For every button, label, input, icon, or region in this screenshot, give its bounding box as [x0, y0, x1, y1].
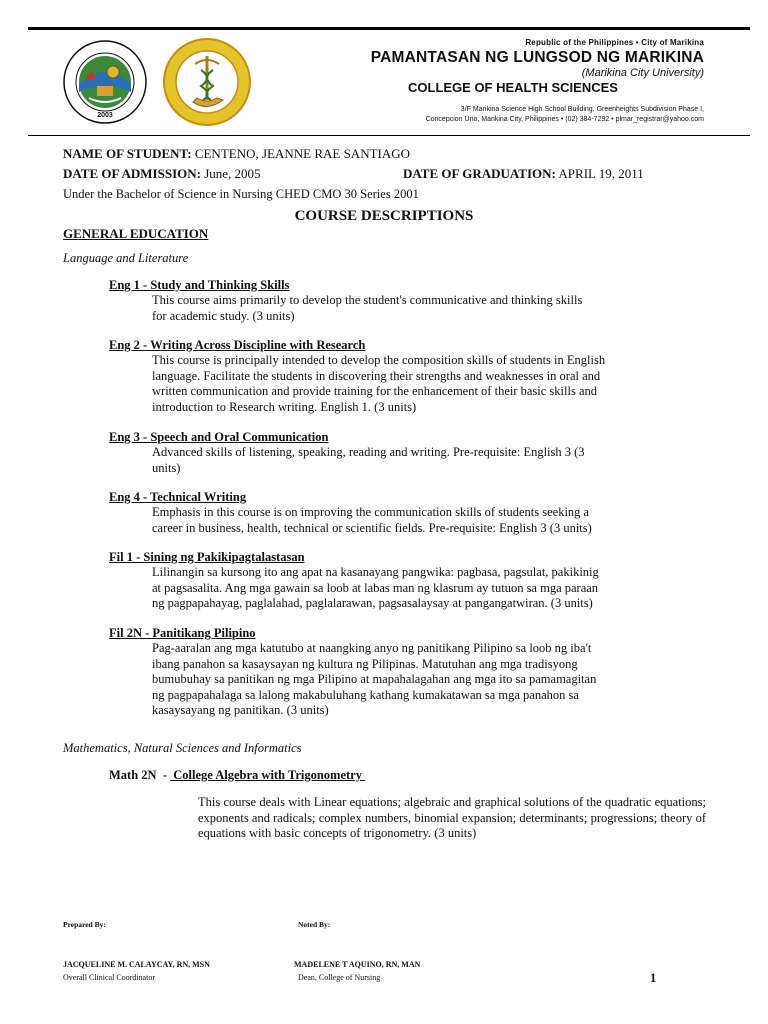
- graduation-label: DATE OF GRADUATION:: [403, 166, 556, 181]
- program-note: Under the Bachelor of Science in Nursing CHED CMO 30 Series 2001: [63, 187, 419, 201]
- prepared-by-label: Prepared By:: [63, 920, 106, 929]
- student-name-value: CENTENO, JEANNE RAE SANTIAGO: [194, 146, 411, 161]
- course-title: Eng 4 - Technical Writing: [109, 490, 247, 504]
- prepared-by-role: Overall Clinical Coordinator: [63, 973, 155, 982]
- prepared-by-name: JACQUELINE M. CALAYCAY, RN, MSN: [63, 960, 210, 969]
- course-title: Eng 2 - Writing Across Discipline with Research: [109, 338, 366, 352]
- math-course-title: College Algebra with Trigonometry: [170, 768, 366, 782]
- course-description: Pag-aaralan ang mga katutubo at naangking anyo ng panitikang Pilipino sa loob ng iba't ibang panahon sa kasaysayan ng kultura ng Pilipinas. Matutuhan ang mga tradisyong bumubuhay sa panitikan ng mga Pilipino at mapahalagahan ang mga ito sa pamamagitan ng pagpapahalaga sa lalong makabuluhang kathang kumakatawan sa mga panahon sa kasaysayang ng panitikan. (3 units): [152, 641, 597, 717]
- course-description: This course aims primarily to develop the student's communicative and thinking skills for academic study. (3 units): [152, 293, 583, 323]
- noted-by-name: MADELENE T AQUINO, RN, MAN: [294, 960, 421, 969]
- header-top-rule: [28, 27, 750, 30]
- course-description: This course is principally intended to develop the composition skills of students in English language. Facilitate the students in discovering their strengths and weaknesses in oral and written communication and provide training for the enhancement of their basic skills and introduction to Research writing. English 1. (3 units): [152, 353, 606, 414]
- course-title: Fil 2N - Panitikang Pilipino: [109, 626, 256, 640]
- subsection-language: Language and Literature: [63, 251, 189, 265]
- math-course-title-row: [109, 768, 365, 783]
- left-seal-year: 2003: [97, 112, 113, 119]
- subsection-math: Mathematics, Natural Sciences and Informatics: [63, 741, 302, 755]
- course-title: Fil 1 - Sining ng Pakikipagtalastasan: [109, 550, 305, 564]
- section-heading: GENERAL EDUCATION: [63, 226, 209, 241]
- page-number: 1: [650, 971, 657, 985]
- address-line-2: Concepcion Uno, Marikina City, Philippines • (02) 384-7292 • plmar_registrar@yahoo.com: [425, 116, 704, 123]
- course-title: Eng 1 - Study and Thinking Skills: [109, 278, 290, 292]
- admission-label: DATE OF ADMISSION:: [63, 166, 201, 181]
- header-bottom-rule: [28, 135, 750, 136]
- republic-line: Republic of the Philippines • City of Marikina: [525, 38, 704, 47]
- student-name-label: NAME OF STUDENT:: [63, 146, 192, 161]
- university-english-name: (Marikina City University): [581, 67, 704, 79]
- student-name-row: [63, 146, 410, 162]
- course-description: Advanced skills of listening, speaking, reading and writing. Pre-requisite: English 3 (3 units): [152, 445, 585, 475]
- admission-value: June, 2005: [204, 166, 261, 181]
- math-course-description: This course deals with Linear equations; algebraic and graphical solutions of the quadratic equations; exponents and radicals; complex numbers, binomial expansion; determinants; progressions; theory of equations with basic concepts of trigonometry. (3 units): [198, 795, 706, 840]
- math-course-code: Math 2N -: [109, 768, 171, 782]
- address-line-1: 3/F Marikina Science High School Building, Greenheights Subdivision Phase I,: [460, 106, 704, 113]
- page-title: COURSE DESCRIPTIONS: [294, 208, 474, 224]
- graduation-row: [403, 166, 644, 182]
- course-description: Emphasis in this course is on improving the communication skills of students seeking a career in business, health, technical or scientific fields. Pre-requisite: English 3 (3 units): [152, 505, 592, 535]
- course-description: Lilinangin sa kursong ito ang apat na kasanayang pangwika: pagbasa, pagsulat, pakikinig at pagsasalita. Ang mga gawain sa loob at labas man ng klasrum ay tutuon sa mga paraan ng pagpapahayag, paglalahad, paglalarawan, pagsasalaysay at pangangatwiran. (3 units): [152, 565, 599, 610]
- noted-by-label: Noted By:: [298, 920, 331, 929]
- course-title: Eng 3 - Speech and Oral Communication: [109, 430, 329, 444]
- noted-by-role: Dean, College of Nursing: [298, 973, 381, 982]
- college-name: COLLEGE OF HEALTH SCIENCES: [408, 80, 618, 95]
- graduation-value: APRIL 19, 2011: [558, 166, 644, 181]
- admission-row: [63, 166, 261, 182]
- university-name: PAMANTASAN NG LUNGSOD NG MARIKINA: [370, 49, 704, 66]
- college-seal-logo: [163, 38, 251, 126]
